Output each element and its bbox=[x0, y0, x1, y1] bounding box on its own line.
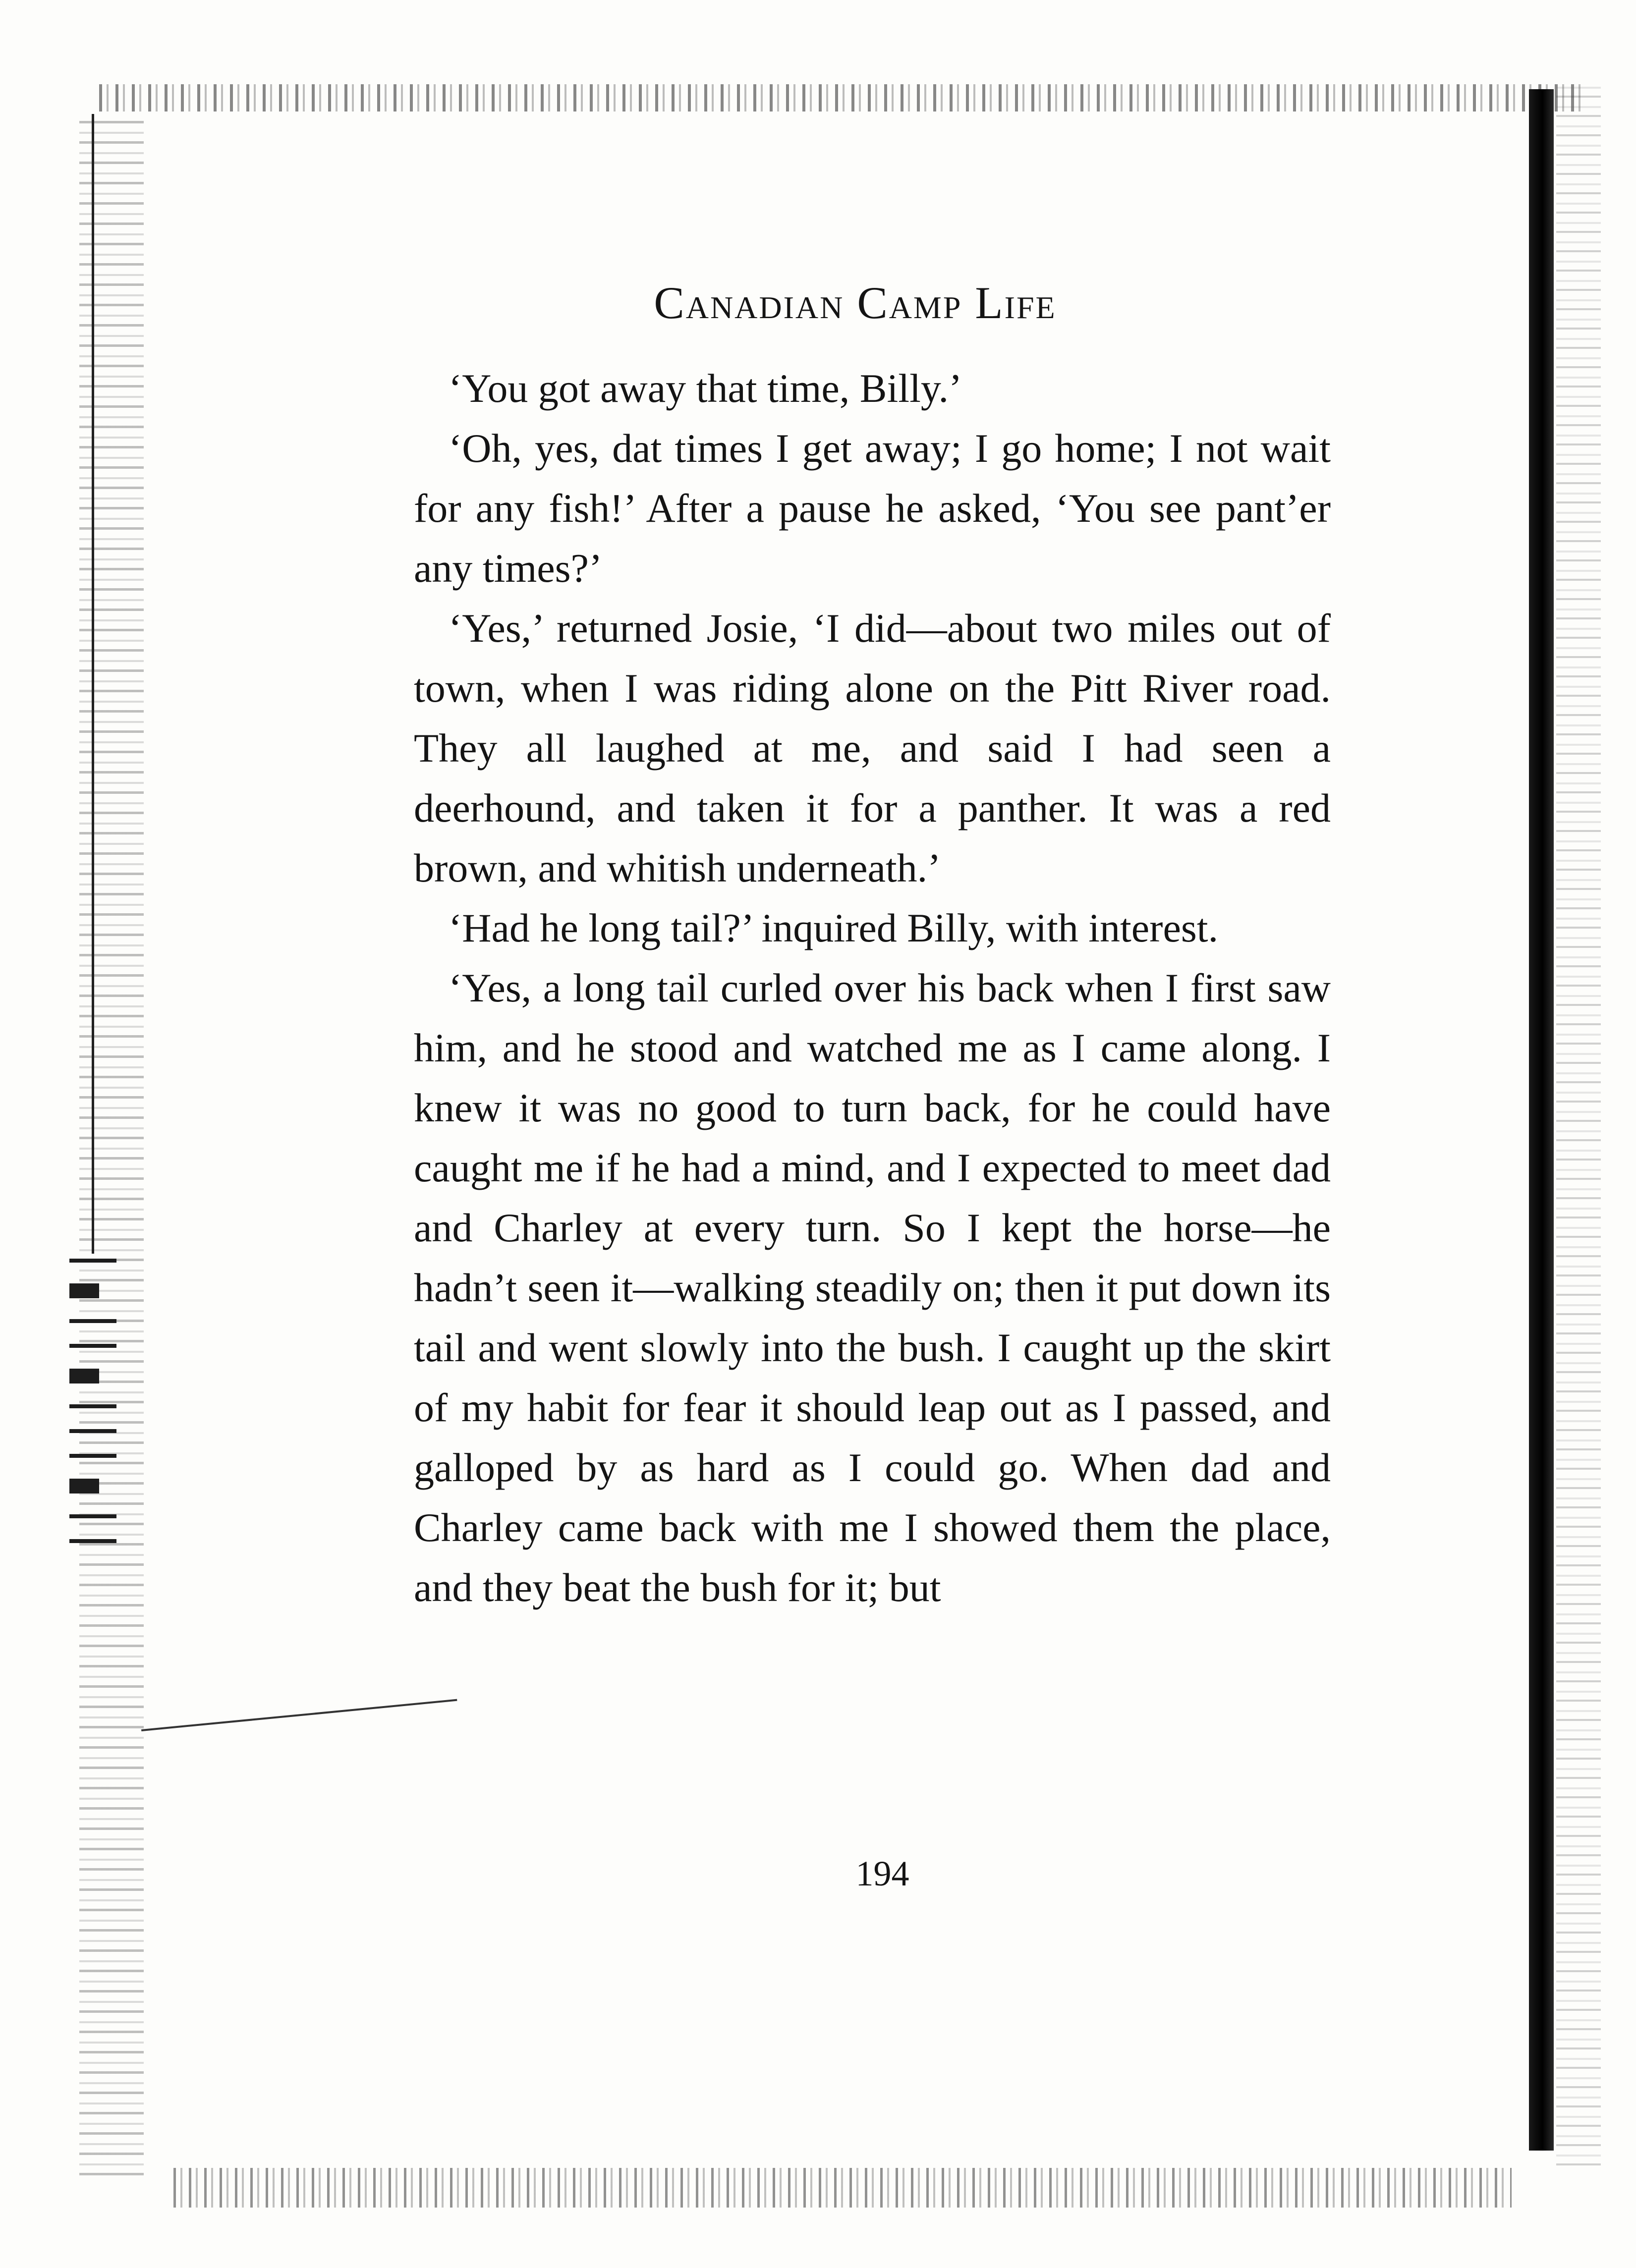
paragraph: ‘You got away that time, Billy.’ bbox=[449, 366, 962, 411]
running-header bbox=[0, 277, 1636, 328]
margin-marks bbox=[69, 1259, 116, 1564]
margin-mark bbox=[69, 1283, 99, 1298]
page-number bbox=[0, 1856, 1636, 1891]
scan-noise-top bbox=[99, 84, 1586, 111]
scan-noise-bottom bbox=[173, 2168, 1512, 2208]
paragraph: ‘Had he long tail?’ inquired Billy, with interest. bbox=[449, 905, 1219, 950]
paragraph: ‘Yes,’ returned Josie, ‘I did—about two miles out of town, when I was riding alone on the Pitt River road. They all laughed at me, and said I had seen a deerhound, and taken it for a panther. It was a red brown, and whitish underneath.’ bbox=[414, 606, 1331, 890]
margin-mark bbox=[69, 1429, 116, 1433]
scan-noise-right bbox=[1556, 84, 1601, 2165]
stray-scan-line bbox=[141, 1699, 457, 1731]
margin-mark bbox=[69, 1369, 99, 1383]
margin-mark bbox=[69, 1319, 116, 1323]
margin-mark bbox=[69, 1539, 116, 1543]
page-number-text: 194 bbox=[855, 1854, 909, 1893]
margin-mark bbox=[69, 1454, 116, 1458]
margin-mark bbox=[69, 1344, 116, 1348]
book-spine-shadow bbox=[1529, 89, 1554, 2151]
margin-mark bbox=[69, 1404, 116, 1408]
margin-mark bbox=[69, 1479, 99, 1494]
running-header-text: Canadian Camp Life bbox=[654, 277, 1057, 328]
body-text bbox=[414, 358, 1331, 1617]
paragraph: ‘Yes, a long tail curled over his back when I first saw him, and he stood and watched me as I came along. I knew it was no good to turn back, for he could have caught me if he had a mind, and I expected to meet dad and Charley at every turn. So I kept the horse—he hadn’t seen it—walking steadily on; then it put down its tail and went slowly into the bush. I caught up the skirt of my habit for fear it should leap out as I passed, and galloped by as hard as I could go. When dad and Charley came back with me I showed them the place, and they beat the bush for it; but bbox=[414, 965, 1331, 1610]
margin-mark bbox=[69, 1514, 116, 1518]
margin-mark bbox=[69, 1259, 116, 1263]
paragraph: ‘Oh, yes, dat times I get away; I go home; I not wait for any fish!’ After a pause he asked, ‘You see pant’er any times?’ bbox=[414, 426, 1331, 591]
